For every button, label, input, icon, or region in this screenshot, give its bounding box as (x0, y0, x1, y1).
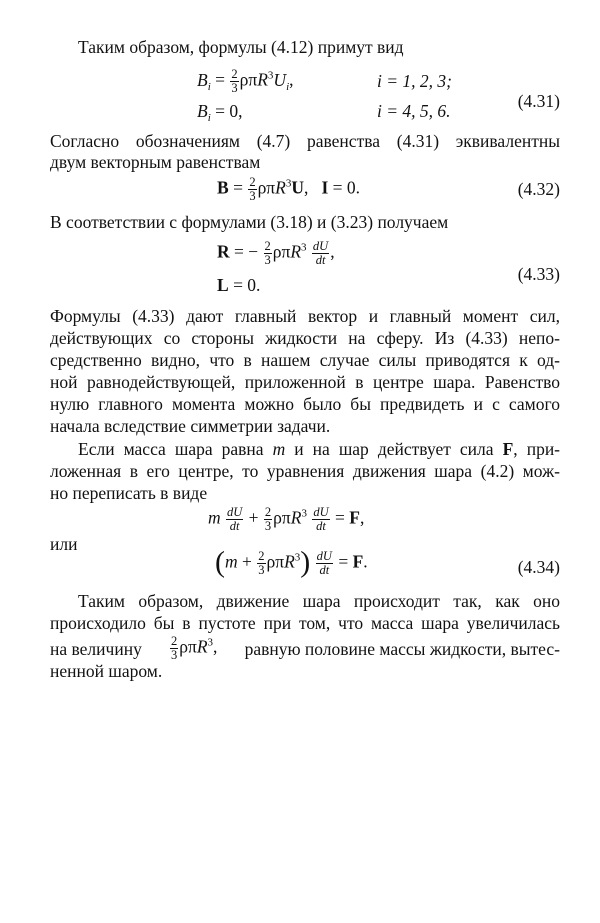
equation-4-31-index-2: i = 4, 5, 6. (377, 101, 451, 121)
paragraph-4-line-5: нулю главного момента можно было бы предвидеть и с самого (50, 394, 560, 414)
paragraph-2-line-2: двум векторным равенствам (50, 152, 261, 172)
equation-number-4-32: (4.32) (517, 179, 560, 199)
word-ili: или (50, 534, 78, 554)
fraction-two-thirds: $\frac{2}{3}$ (231, 67, 238, 95)
paragraph-6-line-2: происходило бы в пустоте при том, что масса шара увеличилась (50, 613, 560, 633)
equation-4-33-line-1: R = − $\frac{2}{3}$ ρπR$^3$ $\frac{dU}{dt}$ , (217, 239, 335, 267)
paragraph-6-line-3: на величину $\frac{2}{3}$ ρπR$^3$, равную половине массы жидкости, вытес- (50, 634, 560, 662)
equation-4-33-line-2: L = 0. (217, 275, 261, 295)
paragraph-4-line-1: Формулы (4.33) дают главный вектор и главный момент сил, (50, 306, 560, 326)
equation-4-31-line-2: $B_i = 0$, (197, 101, 243, 124)
paragraph-5-line-2: ложенная в его центре, то уравнения движения шара (4.2) мож- (50, 461, 560, 481)
paragraph-4-line-3: средственно видно, что в нашем случае силы приводятся к од- (50, 350, 560, 370)
paragraph-6-line-1: Таким образом, движение шара происходит так, как оно (78, 591, 560, 611)
paragraph-2-line-1: Согласно обозначениям (4.7) равенства (4.31) эквивалентны (50, 131, 560, 151)
equation-4-34: (m + $\frac{2}{3}$ ρπR$^3$) $\frac{dU}{dt}$ = F. (215, 545, 368, 579)
equation-number-4-34: (4.34) (517, 557, 560, 577)
paragraph-5-line-3: но переписать в виде (50, 483, 208, 503)
paragraph-4-line-2: действующих со стороны жидкости на сферу. Из (4.33) непо- (50, 328, 560, 348)
equation-number-4-31: (4.31) (517, 91, 560, 111)
equation-number-4-33: (4.33) (517, 264, 560, 284)
paragraph-3: В соответствии с формулами (3.18) и (3.23) получаем (50, 212, 449, 232)
equation-4-31-index-1: i = 1, 2, 3; (377, 71, 452, 91)
paragraph-4-line-6: начала вследствие симметрии задачи. (50, 416, 331, 436)
equation-motion: m $\frac{dU}{dt}$ + $\frac{2}{3}$ ρπR$^3$ $\frac{dU}{dt}$ = F, (208, 505, 365, 533)
paragraph-6-line-4: ненной шаром. (50, 661, 163, 681)
paragraph-intro: Таким образом, формулы (4.12) примут вид (78, 37, 404, 57)
equation-4-31-line-1: $B_i$ = $\frac{2}{3}$ $\rho\pi R^3U_i$, (197, 67, 294, 95)
equation-4-32: B = $\frac{2}{3}$ ρπR$^3$U, I = 0. (217, 175, 361, 203)
paragraph-5-line-1: Если масса шара равна m и на шар действует сила F, при- (78, 439, 561, 459)
paragraph-4-line-4: ной равнодействующей, приложенной в центре шара. Равенство (50, 372, 560, 392)
